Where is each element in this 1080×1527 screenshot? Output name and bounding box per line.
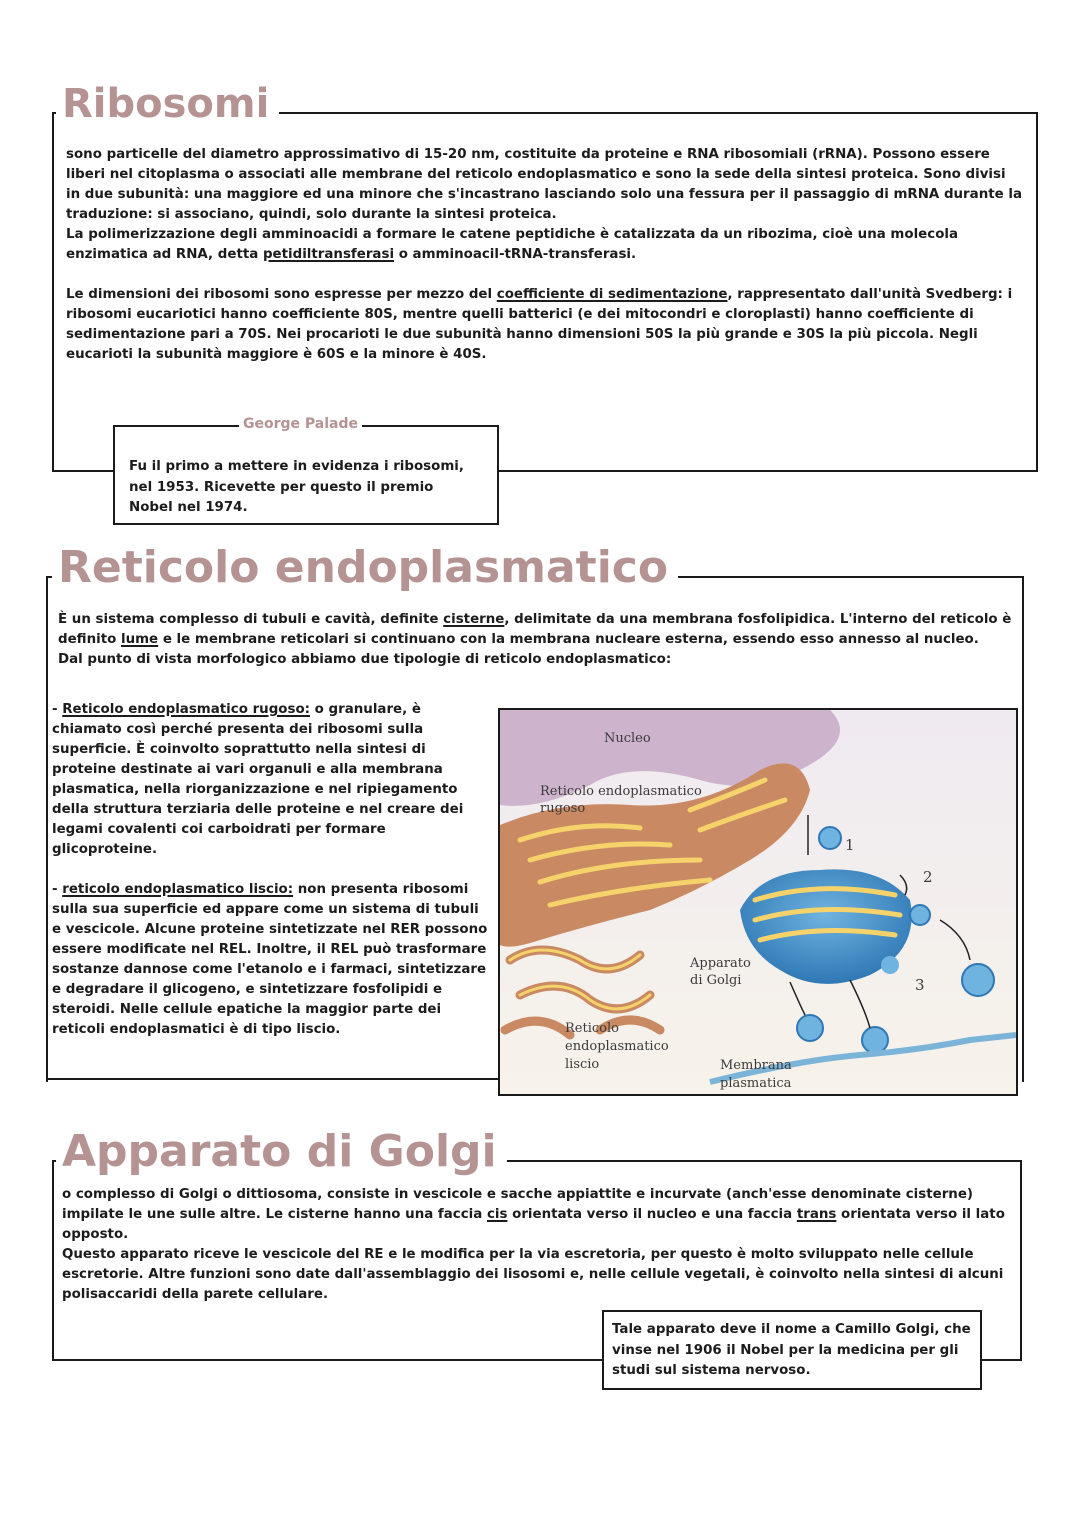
rel-text: non presenta ribosomi sulla sua superficie ed appare come un sistema di tubuli e vescicole. Alcune proteine sintetizzate nel RER possono essere modificate nel REL. Inoltre, il REL può trasformare sostanze dannose come l'etanolo e i farmaci, sintetizzare e degradare il glicogeno, e sintetizzare fosfolipidi e steroidi. Nelle cellule epatiche la maggior parte dei reticoli endoplasmatici è di tipo liscio. bbox=[52, 882, 488, 1037]
reticolo-intro-a: È un sistema complesso di tubuli e cavità, definite bbox=[58, 612, 444, 627]
golgi-p1-a: o complesso di Golgi o dittiosoma, consiste in vescicole e sacche appiattite e incurvate (anch'esse denominate cisterne) impilate le une sulle altre. Le cisterne hanno una faccia bbox=[62, 1187, 974, 1222]
cisterne-term: cisterne bbox=[443, 612, 505, 627]
rer-dash: - bbox=[52, 702, 63, 717]
peptidiltransferasi-term: petidiltransferasi bbox=[262, 247, 395, 262]
label-membrana-2: plasmatica bbox=[720, 1076, 792, 1091]
cell-diagram-svg bbox=[500, 710, 1016, 1094]
reticolo-frame-bottom bbox=[46, 1078, 500, 1080]
rel-term: reticolo endoplasmatico liscio: bbox=[62, 882, 294, 897]
label-step-2: 2 bbox=[923, 868, 933, 886]
ribosomi-p2-text-b: o amminoacil-tRNA-transferasi. bbox=[394, 247, 637, 262]
label-rer-1: Reticolo endoplasmatico bbox=[540, 784, 702, 799]
label-step-3: 3 bbox=[915, 976, 925, 994]
label-rel-2: endoplasmatico bbox=[565, 1039, 669, 1054]
label-golgi-2: di Golgi bbox=[690, 973, 742, 988]
label-step-1: 1 bbox=[845, 836, 855, 854]
reticolo-intro-c: e le membrane reticolari si continuano con la membrana nucleare esterna, essendo esso annesso al nucleo. bbox=[158, 632, 979, 647]
golgi-p1-c: orientata verso il lato opposto. bbox=[62, 1207, 1005, 1242]
ribosomi-paragraph-3 bbox=[66, 285, 1024, 365]
reticolo-intro bbox=[58, 610, 1014, 670]
label-rel-1: Reticolo bbox=[565, 1021, 619, 1036]
rer-text: o granulare, è chiamato così perché presenta dei ribosomi sulla superficie. È coinvolto soprattutto nella sintesi di proteine destinate ai vari organuli e alla membrana plasmatica, nella riorganizzazione e nel ripiegamento della struttura terziaria delle proteine e nel creare dei legami covalenti coi carboidrati per formare glicoproteine. bbox=[52, 702, 464, 857]
label-membrana-1: Membrana bbox=[720, 1058, 792, 1073]
golgi-p1-b: orientata verso il nucleo e una faccia bbox=[507, 1207, 797, 1222]
ribosomi-p3-text-b: , rappresentato dall'unità Svedberg: i ribosomi eucariotici hanno coefficiente 80S, mentre quelli batterici (e dei mitocondri e cloroplasti) hanno coefficiente di sedimentazione pari a 70S. Nei procarioti le due subunità hanno dimensioni 50S la più grande e 30S la più piccola. Negli eucarioti la subunità maggiore è 60S e la minore è 40S. bbox=[66, 287, 1013, 362]
golgi-note bbox=[602, 1310, 982, 1390]
reticolo-intro-b: , delimitate da una membrana fosfolipidica. L'interno del reticolo è definito bbox=[58, 612, 1012, 647]
reticolo-types bbox=[52, 700, 488, 1040]
trans-term: trans bbox=[796, 1207, 837, 1222]
ribosomi-text bbox=[66, 145, 1024, 365]
golgi-paragraph-2: Questo apparato riceve le vescicole del RE e le modifica per la via escretoria, per questo è molto sviluppato nelle cellule escretorie. Altre funzioni sono date dall'assemblaggio dei lisosomi e, nelle cellule vegetali, è coinvolto nella sintesi di alcuni polisaccaridi della parete cellulare. bbox=[62, 1247, 1004, 1302]
ribosomi-paragraph-2 bbox=[66, 225, 1024, 265]
reticolo-paragraph-2: Dal punto di vista morfologico abbiamo due tipologie di reticolo endoplasmatico: bbox=[58, 652, 672, 667]
ribosomi-title: Ribosomi bbox=[56, 84, 279, 124]
palade-note-label: George Palade bbox=[239, 416, 362, 432]
rer-term: Reticolo endoplasmatico rugoso: bbox=[62, 702, 311, 717]
coefficiente-term: coefficiente di sedimentazione bbox=[496, 287, 728, 302]
cis-term: cis bbox=[486, 1207, 508, 1222]
palade-note-text: Fu il primo a mettere in evidenza i ribosomi, nel 1953. Ricevette per questo il premio Nobel nel 1974. bbox=[129, 459, 464, 515]
reticolo-title: Reticolo endoplasmatico bbox=[52, 546, 678, 590]
golgi-note-text: Tale apparato deve il nome a Camillo Golgi, che vinse nel 1906 il Nobel per la medicina per gli studi sul sistema nervoso. bbox=[612, 1322, 971, 1378]
golgi-text bbox=[62, 1185, 1006, 1305]
palade-note bbox=[113, 416, 499, 525]
golgi-title: Apparato di Golgi bbox=[56, 1130, 507, 1174]
ribosomi-p2-text-a: La polimerizzazione degli amminoacidi a formare le catene peptidiche è catalizzata da un ribozima, cioè una molecola enzimatica ad RNA, detta bbox=[66, 227, 959, 262]
label-golgi-1: Apparato bbox=[690, 956, 751, 971]
rer-paragraph bbox=[52, 700, 488, 860]
rel-paragraph bbox=[52, 880, 488, 1040]
golgi-paragraph-1 bbox=[62, 1185, 1006, 1245]
ribosomi-paragraph-1: sono particelle del diametro approssimativo di 15-20 nm, costituite da proteine e RNA ribosomiali (rRNA). Possono essere liberi nel citoplasma o associati alle membrane del reticolo endoplasmatico e sono la sede della sintesi proteica. Sono divisi in due subunità: una maggiore ed una minore che s'incastrano lasciando solo una fessura per il passaggio di mRNA durante la traduzione: si associano, quindi, solo durante la sintesi proteica. bbox=[66, 147, 1023, 222]
ribosomi-p3-text-a: Le dimensioni dei ribosomi sono espresse per mezzo del bbox=[66, 287, 497, 302]
reticolo-paragraph-1 bbox=[58, 610, 1014, 650]
lume-term: lume bbox=[120, 632, 159, 647]
label-nucleo: Nucleo bbox=[604, 731, 651, 746]
label-rer-2: rugoso bbox=[540, 801, 586, 816]
label-rel-3: liscio bbox=[565, 1057, 600, 1072]
rel-dash: - bbox=[52, 882, 63, 897]
cell-diagram bbox=[498, 708, 1018, 1096]
